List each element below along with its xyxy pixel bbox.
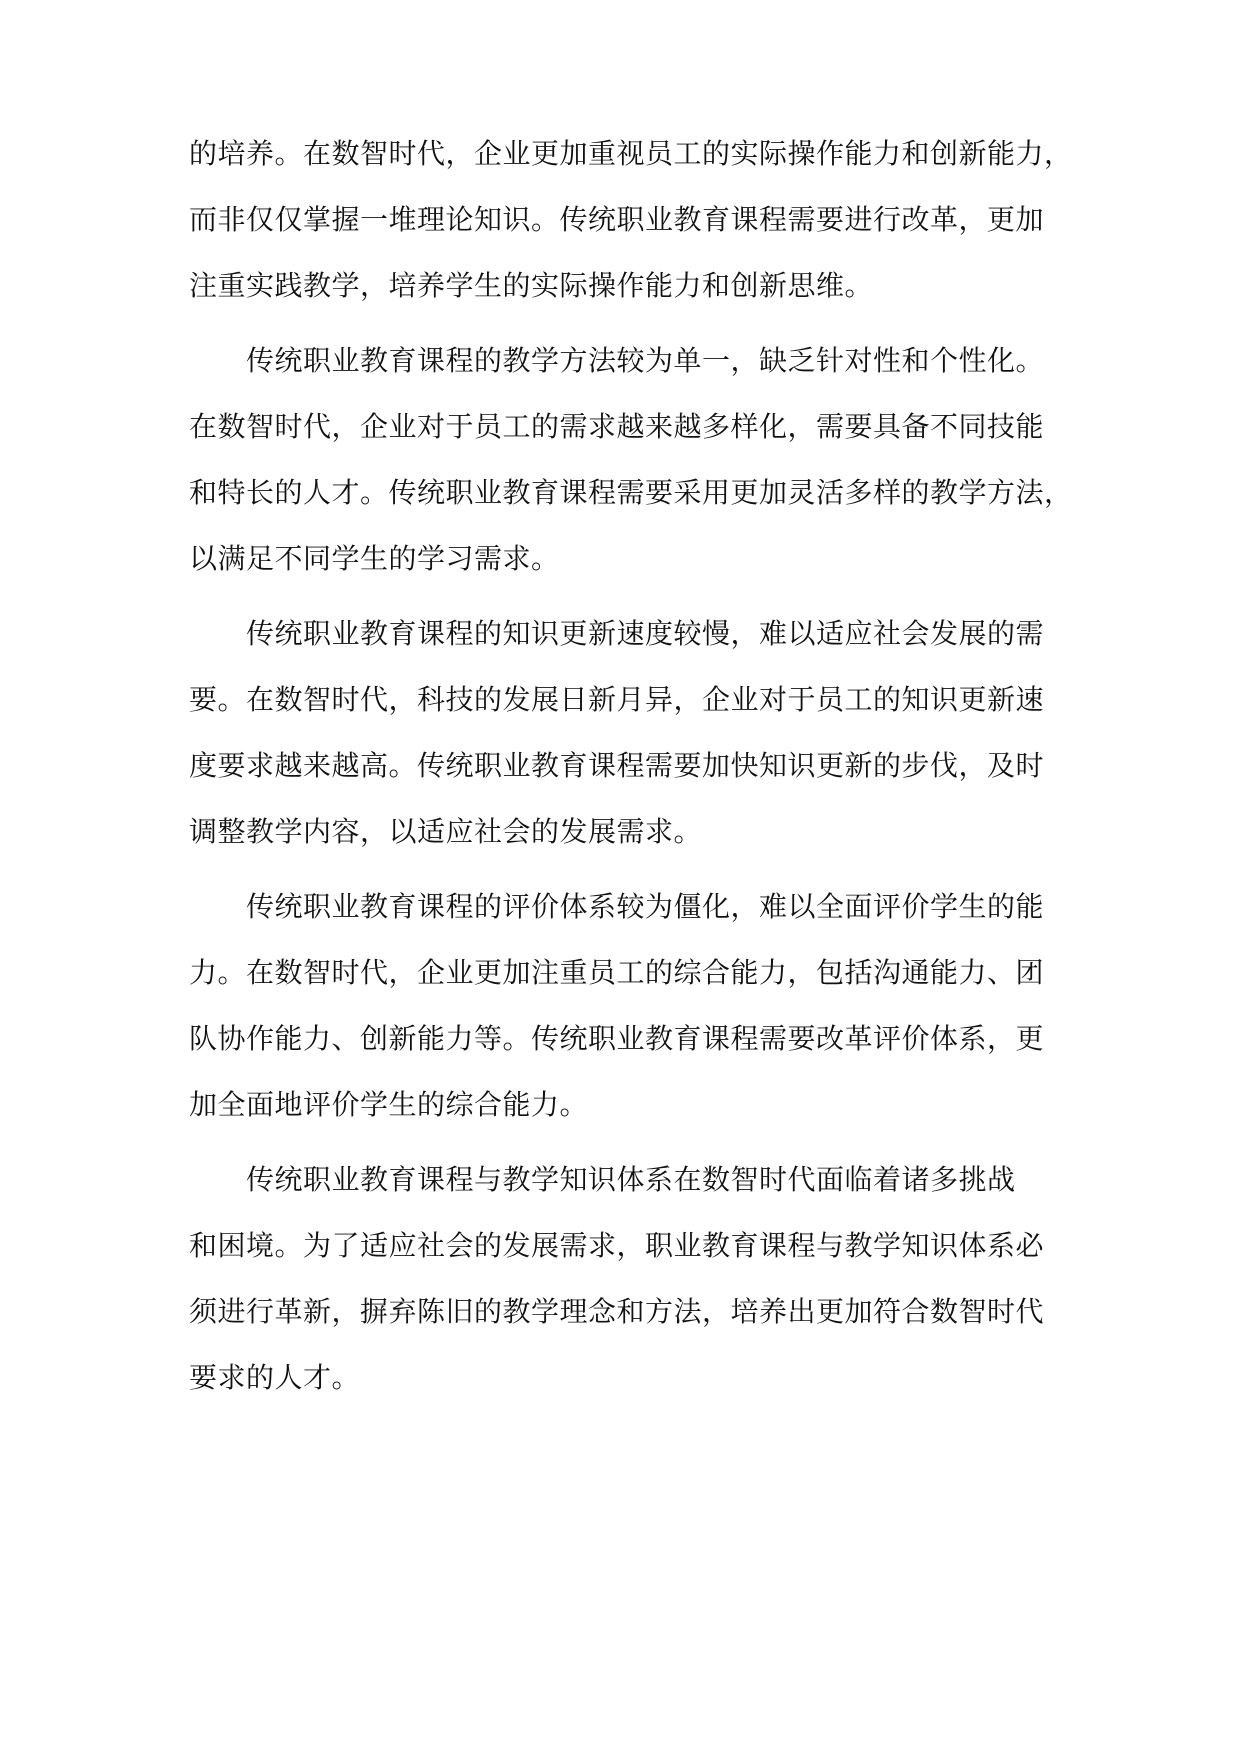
paragraph-line: 以满足不同学生的学习需求。 <box>189 542 560 575</box>
paragraph-line: 传统职业教育课程与教学知识体系在数智时代面临着诸多挑战 <box>246 1163 1016 1196</box>
paragraph-line: 传统职业教育课程的教学方法较为单一，缺乏针对性和个性化。 <box>246 344 1045 377</box>
paragraph-line: 注重实践教学，培养学生的实际操作能力和创新思维。 <box>189 269 874 302</box>
paragraph-line: 度要求越来越高。传统职业教育课程需要加快知识更新的步伐，及时 <box>189 749 1045 782</box>
paragraph-line: 传统职业教育课程的评价体系较为僵化，难以全面评价学生的能 <box>246 890 1045 923</box>
paragraph-line: 传统职业教育课程的知识更新速度较慢，难以适应社会发展的需 <box>246 617 1045 650</box>
paragraph-line: 而非仅仅掌握一堆理论知识。传统职业教育课程需要进行改革，更加 <box>189 203 1045 236</box>
paragraph-line: 在数智时代，企业对于员工的需求越来越多样化，需要具备不同技能 <box>189 410 1045 443</box>
paragraph-line: 和困境。为了适应社会的发展需求，职业教育课程与教学知识体系必 <box>189 1229 1045 1262</box>
paragraph-line: 须进行革新，摒弃陈旧的教学理念和方法，培养出更加符合数智时代 <box>189 1295 1045 1328</box>
paragraph-line: 要。在数智时代，科技的发展日新月异，企业对于员工的知识更新速 <box>189 683 1045 716</box>
paragraph-line: 要求的人才。 <box>189 1361 361 1394</box>
paragraph-line: 的培养。在数智时代，企业更加重视员工的实际操作能力和创新能力， <box>189 137 1073 170</box>
paragraph-line: 加全面地评价学生的综合能力。 <box>189 1088 589 1121</box>
paragraph-line: 队协作能力、创新能力等。传统职业教育课程需要改革评价体系，更 <box>189 1022 1045 1055</box>
paragraph-line: 调整教学内容，以适应社会的发展需求。 <box>189 815 703 848</box>
paragraph-line: 和特长的人才。传统职业教育课程需要采用更加灵活多样的教学方法， <box>189 476 1073 509</box>
paragraph-line: 力。在数智时代，企业更加注重员工的综合能力，包括沟通能力、团 <box>189 956 1045 989</box>
